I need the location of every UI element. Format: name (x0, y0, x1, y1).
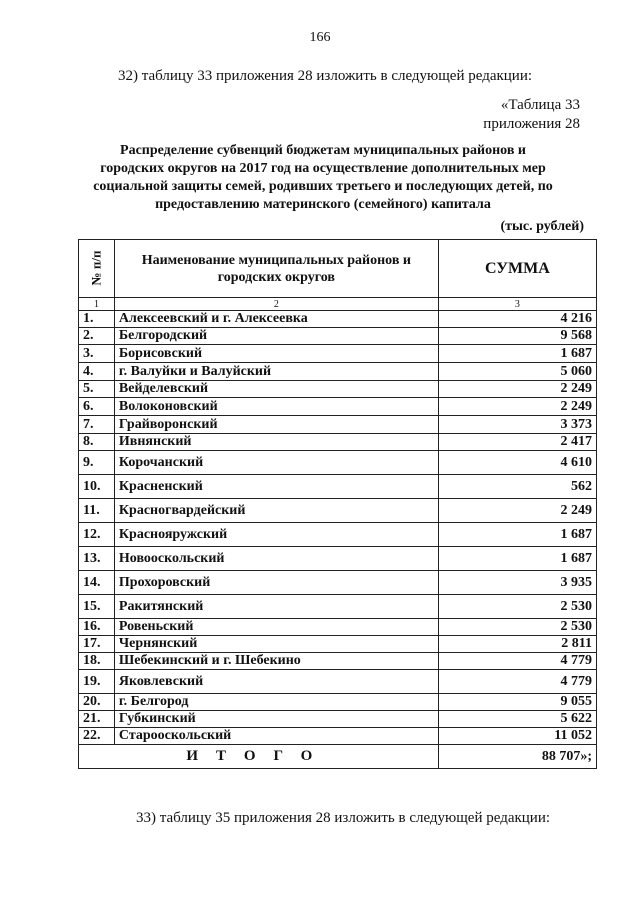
subvention-amount: 3 373 (438, 416, 596, 434)
row-number: 12. (79, 523, 115, 547)
row-number: 1. (79, 311, 115, 328)
district-name: Ивнянский (114, 434, 438, 451)
district-name: Ракитянский (114, 595, 438, 619)
column-index: 2 (114, 298, 438, 311)
row-number: 4. (79, 363, 115, 381)
subvention-amount: 2 249 (438, 499, 596, 523)
row-number: 11. (79, 499, 115, 523)
table-row (79, 711, 597, 728)
table-row (79, 636, 597, 653)
total-row (79, 745, 597, 769)
table-row (79, 571, 597, 595)
table-row (79, 398, 597, 416)
subvention-amount: 5 622 (438, 711, 596, 728)
district-name: г. Валуйки и Валуйский (114, 363, 438, 381)
row-number: 18. (79, 653, 115, 670)
row-number: 5. (79, 381, 115, 398)
district-name: Красненский (114, 475, 438, 499)
subvention-amount: 4 216 (438, 311, 596, 328)
district-name: Губкинский (114, 711, 438, 728)
subvention-amount: 1 687 (438, 345, 596, 363)
table-row (79, 311, 597, 328)
row-number: 22. (79, 728, 115, 745)
district-name: Яковлевский (114, 670, 438, 694)
row-number: 17. (79, 636, 115, 653)
document-title: Распределение субвенций бюджетам муниципальных районов и городских округов на 2017 год на осуществление дополнительных мер социальной защиты семей, родивших третьего и последующих детей, по предоставлению материнского (семейного) капитала (93, 143, 553, 212)
row-number: 21. (79, 711, 115, 728)
row-number: 15. (79, 595, 115, 619)
subvention-amount: 2 811 (438, 636, 596, 653)
district-name: Старооскольский (114, 728, 438, 745)
table-row (79, 451, 597, 475)
subvention-amount: 2 249 (438, 381, 596, 398)
row-number: 3. (79, 345, 115, 363)
row-number: 8. (79, 434, 115, 451)
subvention-amount: 562 (438, 475, 596, 499)
total-value: 88 707»; (438, 745, 596, 769)
header-number-cell (79, 240, 115, 298)
table-row (79, 328, 597, 345)
district-name: Корочанский (114, 451, 438, 475)
subvention-amount: 2 417 (438, 434, 596, 451)
district-name: Краснояружский (114, 523, 438, 547)
column-index-row (79, 298, 597, 311)
table-row (79, 381, 597, 398)
table-row (79, 653, 597, 670)
district-name: Чернянский (114, 636, 438, 653)
outro-paragraph: 33) таблицу 35 приложения 28 изложить в следующей редакции: (136, 810, 551, 826)
district-name: г. Белгород (114, 694, 438, 711)
table-row (79, 619, 597, 636)
row-number: 20. (79, 694, 115, 711)
row-number: 2. (79, 328, 115, 345)
intro-paragraph: 32) таблицу 33 приложения 28 изложить в следующей редакции: (118, 68, 533, 84)
subvention-amount: 11 052 (438, 728, 596, 745)
table-row (79, 694, 597, 711)
subvention-amount: 9 055 (438, 694, 596, 711)
district-name: Шебекинский и г. Шебекино (114, 653, 438, 670)
table-header-row (79, 240, 597, 298)
subvention-amount: 9 568 (438, 328, 596, 345)
table-row (79, 595, 597, 619)
row-number: 13. (79, 547, 115, 571)
header-name: Наименование муниципальных районов и городских округов (114, 240, 438, 298)
district-name: Ровеньский (114, 619, 438, 636)
page-number: 166 (309, 30, 331, 45)
subvention-table (78, 239, 597, 769)
column-index: 3 (438, 298, 596, 311)
subvention-amount: 5 060 (438, 363, 596, 381)
table-row (79, 434, 597, 451)
row-number: 10. (79, 475, 115, 499)
table-row (79, 499, 597, 523)
units-label: (тыс. рублей) (500, 219, 584, 234)
district-name: Вейделевский (114, 381, 438, 398)
table-row (79, 363, 597, 381)
district-name: Алексеевский и г. Алексеевка (114, 311, 438, 328)
district-name: Прохоровский (114, 571, 438, 595)
table-reference (483, 96, 580, 134)
subvention-amount: 1 687 (438, 523, 596, 547)
row-number: 14. (79, 571, 115, 595)
table-row (79, 728, 597, 745)
subvention-amount: 2 249 (438, 398, 596, 416)
table-reference-line-2: приложения 28 (483, 116, 580, 132)
subvention-amount: 4 610 (438, 451, 596, 475)
subvention-amount: 4 779 (438, 670, 596, 694)
district-name: Волоконовский (114, 398, 438, 416)
subvention-amount: 2 530 (438, 595, 596, 619)
table-row (79, 345, 597, 363)
column-index: 1 (79, 298, 115, 311)
table-row (79, 547, 597, 571)
district-name: Белгородский (114, 328, 438, 345)
district-name: Новооскольский (114, 547, 438, 571)
subvention-amount: 4 779 (438, 653, 596, 670)
district-name: Красногвардейский (114, 499, 438, 523)
total-label: ИТОГО (79, 745, 439, 769)
header-number: № п/п (88, 250, 104, 286)
subvention-amount: 1 687 (438, 547, 596, 571)
header-sum: СУММА (438, 240, 596, 298)
table-row (79, 523, 597, 547)
table-row (79, 475, 597, 499)
subvention-amount: 3 935 (438, 571, 596, 595)
table-row (79, 416, 597, 434)
district-name: Борисовский (114, 345, 438, 363)
table-reference-line-1: «Таблица 33 (500, 97, 580, 113)
row-number: 16. (79, 619, 115, 636)
district-name: Грайворонский (114, 416, 438, 434)
row-number: 7. (79, 416, 115, 434)
row-number: 19. (79, 670, 115, 694)
subvention-amount: 2 530 (438, 619, 596, 636)
row-number: 6. (79, 398, 115, 416)
row-number: 9. (79, 451, 115, 475)
table-row (79, 670, 597, 694)
